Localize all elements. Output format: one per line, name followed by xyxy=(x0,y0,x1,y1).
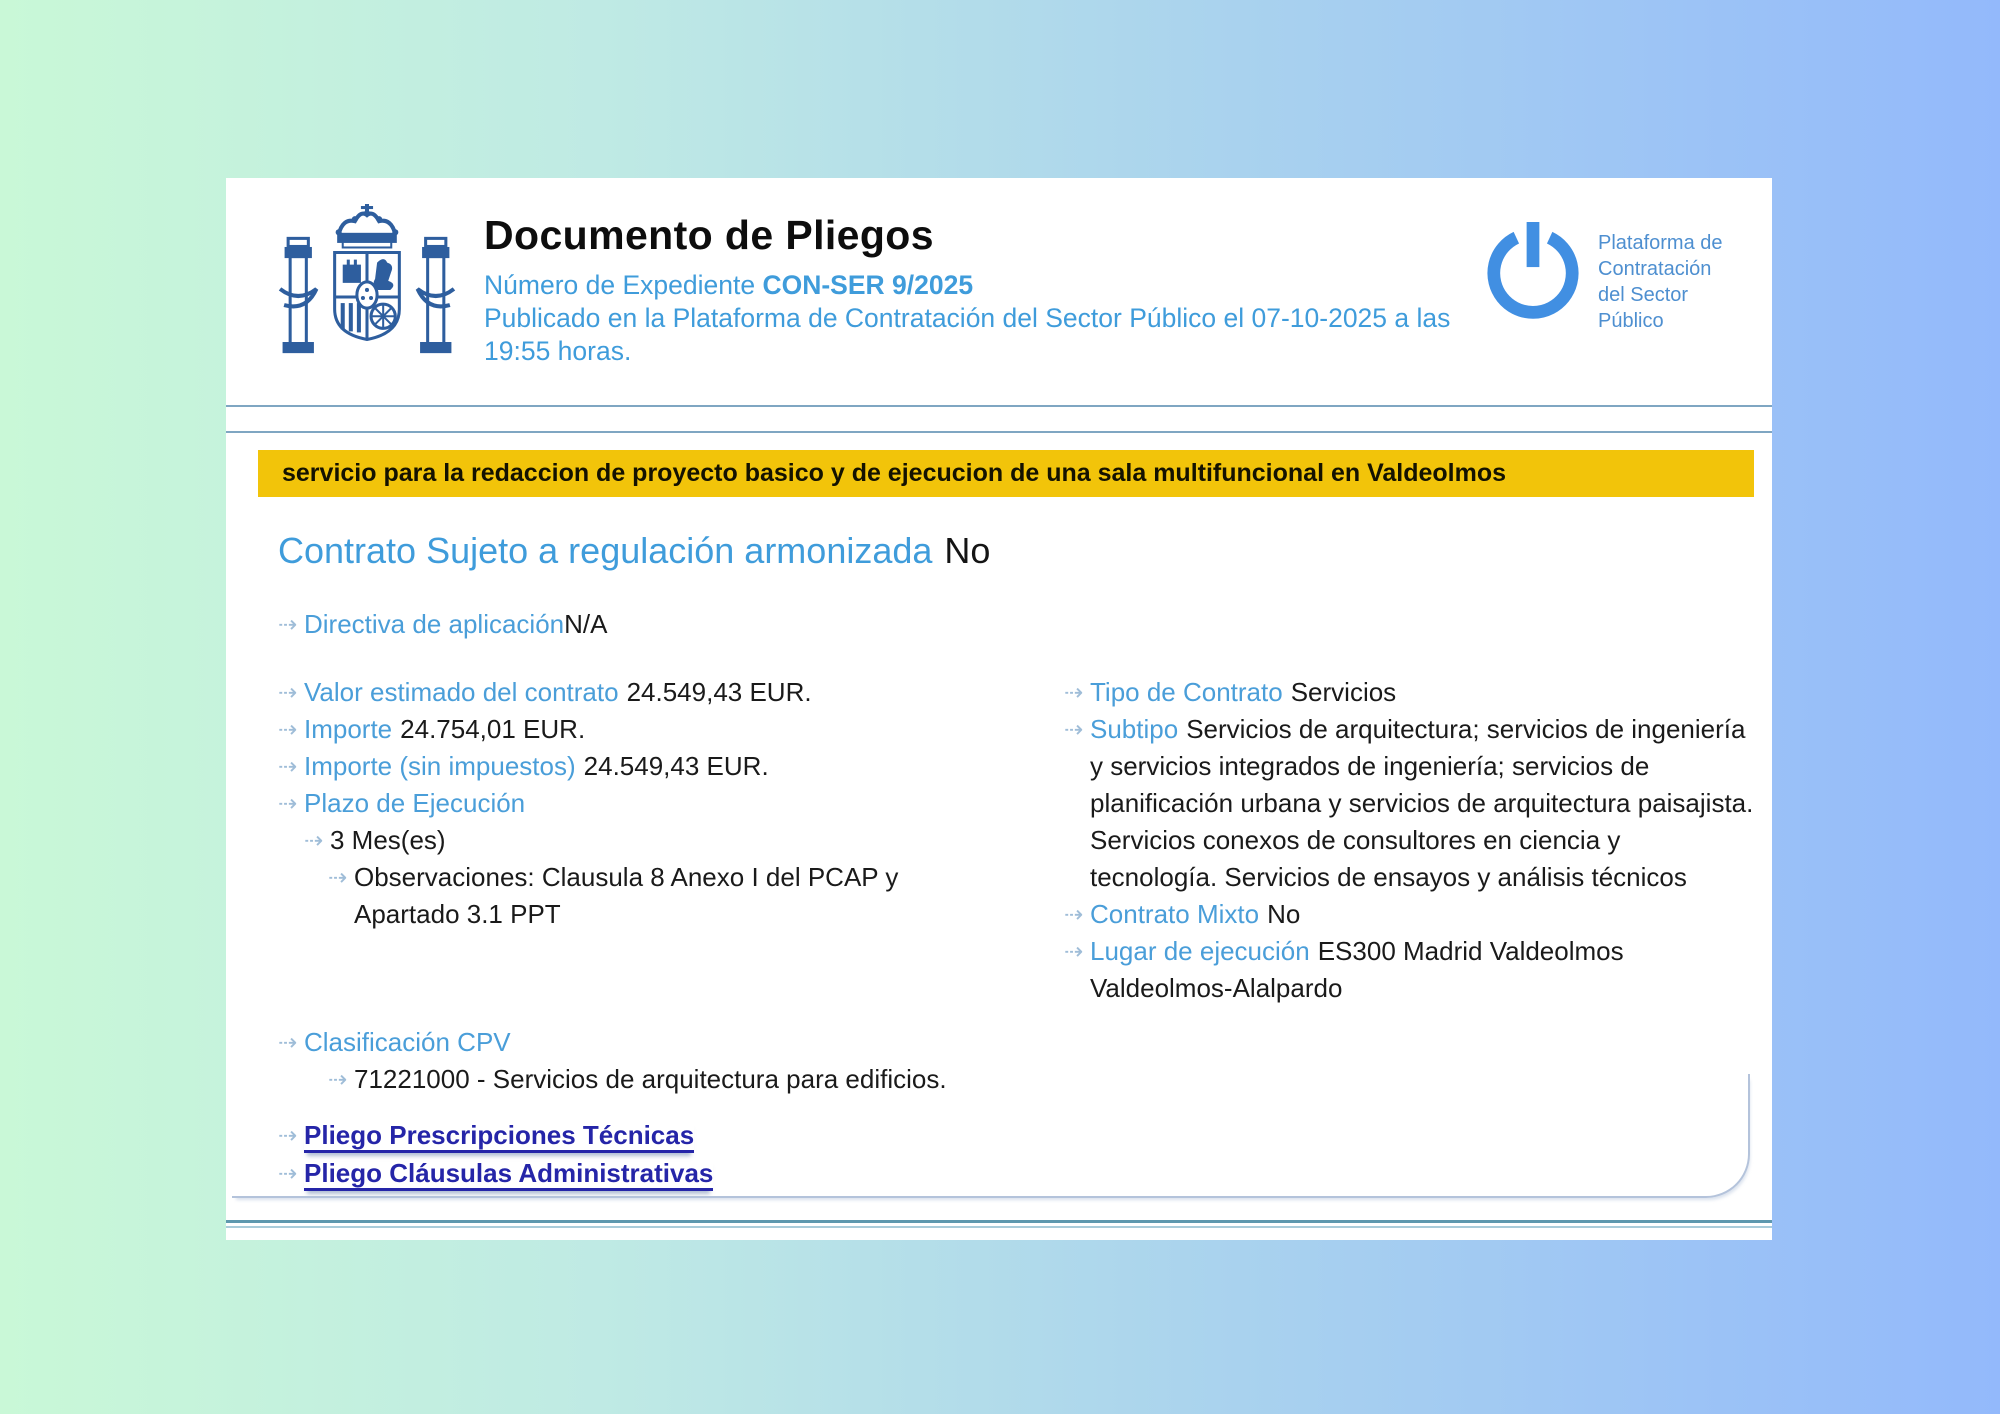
field-valor-estimado: ⇢ Valor estimado del contrato 24.549,43 EUR. xyxy=(278,674,928,711)
header-rule-bottom xyxy=(226,431,1772,433)
field-directiva: ⇢ Directiva de aplicaciónN/A xyxy=(278,606,1064,643)
dashed-arrow-icon: ⇢ xyxy=(278,679,298,705)
contract-title-banner xyxy=(258,450,1754,497)
field-observaciones: ⇢ Observaciones: Clausula 8 Anexo I del PCAP y Apartado 3.1 PPT xyxy=(328,859,928,933)
power-icon xyxy=(1484,218,1582,324)
document-page xyxy=(226,178,1772,1240)
expediente-line: Número de Expediente CON-SER 9/2025 xyxy=(484,270,974,300)
field-importe-sin-impuestos: ⇢ Importe (sin impuestos) 24.549,43 EUR. xyxy=(278,748,928,785)
contract-title-text: servicio para la redaccion de proyecto basico y de ejecucion de una sala multifuncional en Valdeolmos xyxy=(282,459,1507,487)
field-contrato-mixto: ⇢ Contrato Mixto No xyxy=(1064,896,1754,933)
field-subtipo: ⇢ Subtipo Servicios de arquitectura; servicios de ingeniería y servicios integrados de ingeniería; servicios de planificación urbana y servicios de arquitectura paisajista. Servicios conexos de consultores en ciencia y tecnología. Servicios de ensayos y análisis técnicos xyxy=(1064,711,1754,896)
dashed-arrow-icon: ⇢ xyxy=(278,1029,298,1055)
dashed-arrow-icon: ⇢ xyxy=(1064,938,1084,964)
published-line: Publicado en la Plataforma de Contratación del Sector Público el 07-10-2025 a las 19:55 horas. xyxy=(484,303,1451,366)
field-plazo-ejecucion: ⇢ Plazo de Ejecución xyxy=(278,785,928,822)
pcsp-logo-text: Plataforma de Contratación del Sector Público xyxy=(1598,232,1723,332)
link-row xyxy=(278,1116,713,1154)
dashed-arrow-icon: ⇢ xyxy=(1064,679,1084,705)
header-title-block xyxy=(484,212,1484,368)
document-links xyxy=(278,1116,713,1192)
pliego-clausulas-administrativas-link[interactable]: Pliego Cláusulas Administrativas xyxy=(304,1158,713,1191)
section-heading: Contrato Sujeto a regulación armonizada No xyxy=(278,530,991,571)
dashed-arrow-icon: ⇢ xyxy=(278,611,298,637)
left-column xyxy=(278,674,928,933)
header-rule-top xyxy=(226,405,1772,407)
expediente-number: CON-SER 9/2025 xyxy=(762,270,974,300)
field-plazo-meses: ⇢ 3 Mes(es) xyxy=(304,822,928,859)
dashed-arrow-icon: ⇢ xyxy=(328,1066,348,1092)
dashed-arrow-icon: ⇢ xyxy=(304,827,324,853)
field-lugar-ejecucion: ⇢ Lugar de ejecución ES300 Madrid Valdeolmos Valdeolmos-Alalpardo xyxy=(1064,933,1754,1007)
pcsp-logo xyxy=(1484,218,1723,334)
link-row xyxy=(278,1154,713,1192)
spanish-coat-of-arms-icon xyxy=(276,204,458,386)
field-tipo-contrato: ⇢ Tipo de Contrato Servicios xyxy=(1064,674,1754,711)
dashed-arrow-icon: ⇢ xyxy=(278,753,298,779)
footer-rule-bottom xyxy=(226,1226,1772,1228)
field-importe: ⇢ Importe 24.754,01 EUR. xyxy=(278,711,928,748)
right-column xyxy=(1064,674,1754,1007)
dashed-arrow-icon: ⇢ xyxy=(278,1160,298,1186)
dashed-arrow-icon: ⇢ xyxy=(278,716,298,742)
dashed-arrow-icon: ⇢ xyxy=(328,864,348,890)
field-clasificacion-cpv: ⇢ Clasificación CPV xyxy=(278,1024,1258,1061)
page-title: Documento de Pliegos xyxy=(484,212,934,258)
dashed-arrow-icon: ⇢ xyxy=(1064,901,1084,927)
dashed-arrow-icon: ⇢ xyxy=(278,1122,298,1148)
pliego-prescripciones-tecnicas-link[interactable]: Pliego Prescripciones Técnicas xyxy=(304,1120,694,1153)
dashed-arrow-icon: ⇢ xyxy=(278,790,298,816)
footer-rule-top xyxy=(226,1220,1772,1223)
field-cpv-item: ⇢ 71221000 - Servicios de arquitectura para edificios. xyxy=(328,1061,1258,1098)
cpv-section xyxy=(278,1024,1258,1098)
dashed-arrow-icon: ⇢ xyxy=(1064,716,1084,742)
